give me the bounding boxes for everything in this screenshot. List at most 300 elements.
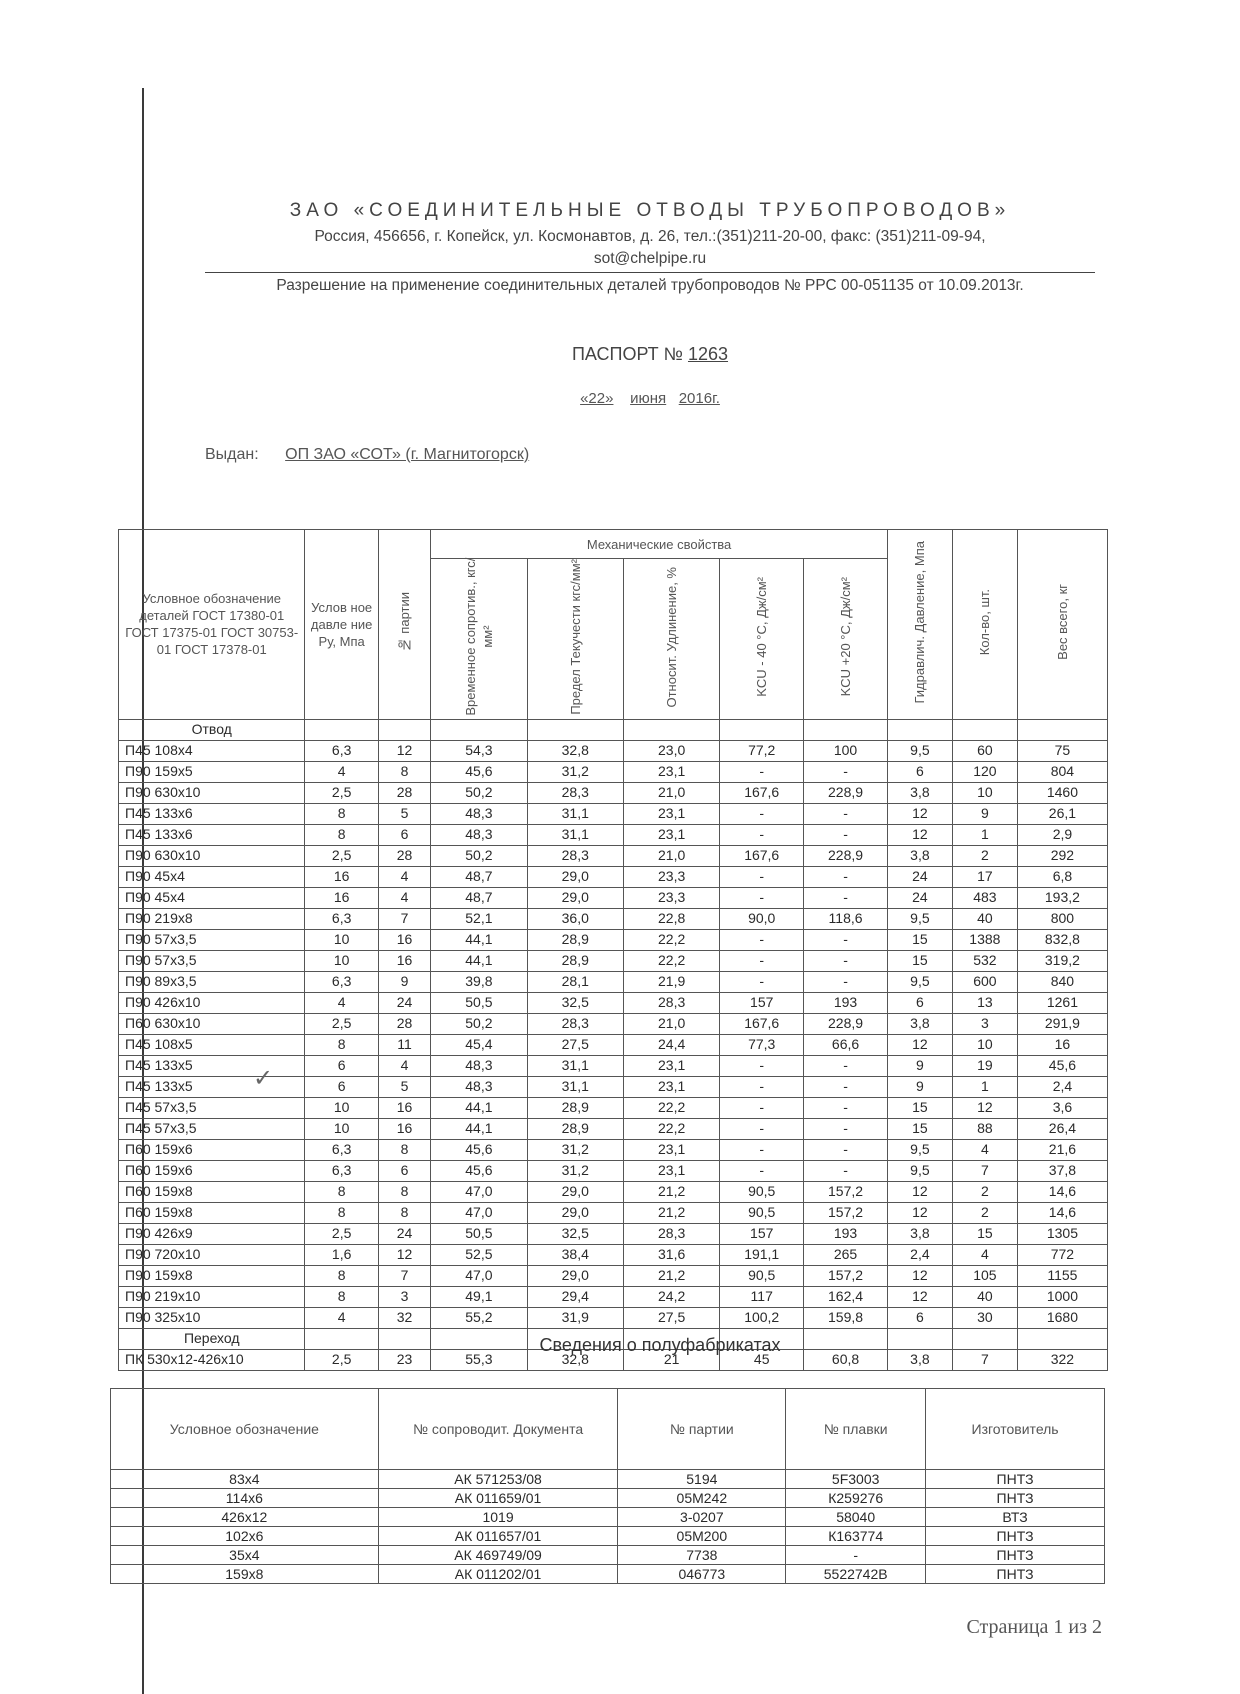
cell-weight: 26,1 bbox=[1017, 803, 1107, 824]
semi-cell: АК 011202/01 bbox=[378, 1565, 618, 1584]
cell-designation: П90 219x10 bbox=[119, 1286, 305, 1307]
header-quantity: Кол-во, шт. bbox=[977, 589, 993, 656]
semi-header-cell: Условное обозначение bbox=[111, 1389, 379, 1470]
cell-pressure: 8 bbox=[305, 1286, 378, 1307]
cell-weight: 45,6 bbox=[1017, 1055, 1107, 1076]
cell-weight: 1305 bbox=[1017, 1223, 1107, 1244]
cell-hydraulic: 15 bbox=[887, 950, 952, 971]
cell-quantity: 483 bbox=[952, 887, 1017, 908]
header-hydraulic-cell bbox=[887, 530, 952, 720]
cell-pressure: 10 bbox=[305, 929, 378, 950]
table-row bbox=[119, 740, 1108, 761]
empty-cell bbox=[952, 1328, 1017, 1349]
cell-elongation: 23,1 bbox=[623, 1055, 719, 1076]
cell-yield: 28,9 bbox=[527, 929, 623, 950]
cell-weight: 772 bbox=[1017, 1244, 1107, 1265]
cell-tensile: 44,1 bbox=[431, 1097, 527, 1118]
empty-cell bbox=[305, 1328, 378, 1349]
cell-designation: П45 57x3,5 bbox=[119, 1097, 305, 1118]
cell-quantity: 532 bbox=[952, 950, 1017, 971]
passport-day: «22» bbox=[580, 390, 614, 407]
cell-batch: 11 bbox=[378, 1034, 430, 1055]
cell-designation: П45 108x5 bbox=[119, 1034, 305, 1055]
cell-pressure: 10 bbox=[305, 950, 378, 971]
table-row bbox=[119, 1223, 1108, 1244]
cell-kcu-plus20: 60,8 bbox=[804, 1349, 888, 1370]
cell-batch: 12 bbox=[378, 740, 430, 761]
group-label: Отвод bbox=[119, 719, 305, 740]
cell-quantity: 9 bbox=[952, 803, 1017, 824]
cell-yield: 32,8 bbox=[527, 1349, 623, 1370]
cell-kcu-plus20: - bbox=[804, 971, 888, 992]
cell-batch: 6 bbox=[378, 1160, 430, 1181]
cell-designation: П90 45x4 bbox=[119, 887, 305, 908]
cell-pressure: 10 bbox=[305, 1118, 378, 1139]
cell-tensile: 50,5 bbox=[431, 1223, 527, 1244]
cell-pressure: 8 bbox=[305, 803, 378, 824]
cell-kcu-plus20: - bbox=[804, 761, 888, 782]
cell-kcu-plus20: - bbox=[804, 929, 888, 950]
cell-elongation: 21,0 bbox=[623, 845, 719, 866]
cell-hydraulic: 3,8 bbox=[887, 1349, 952, 1370]
cell-kcu-minus40: - bbox=[720, 1097, 804, 1118]
table-row bbox=[119, 1181, 1108, 1202]
semi-cell: ПНТЗ bbox=[926, 1527, 1105, 1546]
cell-kcu-plus20: 157,2 bbox=[804, 1202, 888, 1223]
cell-elongation: 21 bbox=[623, 1349, 719, 1370]
cell-kcu-plus20: - bbox=[804, 1097, 888, 1118]
cell-yield: 27,5 bbox=[527, 1034, 623, 1055]
header-tensile: Временное сопротив., кгс/мм² bbox=[462, 557, 495, 716]
cell-designation: П45 108x4 bbox=[119, 740, 305, 761]
cell-yield: 31,2 bbox=[527, 761, 623, 782]
cell-designation: П60 630x10 bbox=[119, 1013, 305, 1034]
cell-tensile: 55,2 bbox=[431, 1307, 527, 1328]
header-batch-cell bbox=[378, 530, 430, 720]
cell-pressure: 8 bbox=[305, 1202, 378, 1223]
cell-batch: 7 bbox=[378, 908, 430, 929]
cell-kcu-plus20: - bbox=[804, 887, 888, 908]
cell-yield: 28,3 bbox=[527, 782, 623, 803]
empty-cell bbox=[527, 719, 623, 740]
semi-cell: ПНТЗ bbox=[926, 1546, 1105, 1565]
cell-yield: 28,9 bbox=[527, 1097, 623, 1118]
table-row bbox=[119, 1307, 1108, 1328]
table-row bbox=[111, 1489, 1105, 1508]
cell-quantity: 600 bbox=[952, 971, 1017, 992]
semi-cell: 5522742В bbox=[786, 1565, 926, 1584]
cell-designation: П90 57x3,5 bbox=[119, 950, 305, 971]
cell-kcu-minus40: - bbox=[720, 929, 804, 950]
cell-pressure: 2,5 bbox=[305, 1223, 378, 1244]
cell-hydraulic: 9 bbox=[887, 1055, 952, 1076]
cell-yield: 29,0 bbox=[527, 866, 623, 887]
cell-designation: П60 159x6 bbox=[119, 1139, 305, 1160]
cell-weight: 292 bbox=[1017, 845, 1107, 866]
cell-elongation: 31,6 bbox=[623, 1244, 719, 1265]
cell-tensile: 50,2 bbox=[431, 782, 527, 803]
table-row bbox=[111, 1546, 1105, 1565]
cell-tensile: 48,7 bbox=[431, 866, 527, 887]
cell-kcu-minus40: 90,5 bbox=[720, 1202, 804, 1223]
cell-quantity: 1 bbox=[952, 824, 1017, 845]
cell-pressure: 4 bbox=[305, 1307, 378, 1328]
empty-cell bbox=[431, 719, 527, 740]
cell-weight: 1261 bbox=[1017, 992, 1107, 1013]
table-row bbox=[119, 1139, 1108, 1160]
cell-yield: 31,2 bbox=[527, 1160, 623, 1181]
cell-tensile: 45,6 bbox=[431, 1160, 527, 1181]
cell-kcu-minus40: 117 bbox=[720, 1286, 804, 1307]
cell-hydraulic: 9,5 bbox=[887, 1160, 952, 1181]
semi-cell: К259276 bbox=[786, 1489, 926, 1508]
cell-batch: 8 bbox=[378, 1202, 430, 1223]
cell-elongation: 21,9 bbox=[623, 971, 719, 992]
table-row bbox=[119, 971, 1108, 992]
cell-yield: 32,5 bbox=[527, 1223, 623, 1244]
cell-quantity: 1 bbox=[952, 1076, 1017, 1097]
semi-products-title: Сведения о полуфабрикатах bbox=[539, 1335, 781, 1355]
cell-kcu-plus20: - bbox=[804, 803, 888, 824]
cell-batch: 4 bbox=[378, 1055, 430, 1076]
cell-kcu-plus20: 193 bbox=[804, 992, 888, 1013]
header-elongation: Относит. Удлинение, % bbox=[664, 566, 680, 708]
semi-cell: ПНТЗ bbox=[926, 1470, 1105, 1489]
issued-to: ОП ЗАО «СОТ» (г. Магнитогорск) bbox=[285, 446, 530, 463]
cell-designation: П45 133x5 bbox=[119, 1055, 305, 1076]
cell-designation: П60 159x6 bbox=[119, 1160, 305, 1181]
cell-quantity: 19 bbox=[952, 1055, 1017, 1076]
cell-batch: 9 bbox=[378, 971, 430, 992]
header-kcu-plus20: KCU +20 °С, Дж/см² bbox=[838, 577, 854, 697]
semi-cell: 35x4 bbox=[111, 1546, 379, 1565]
header-weight: Вес всего, кг bbox=[1054, 584, 1070, 661]
cell-elongation: 28,3 bbox=[623, 1223, 719, 1244]
semi-header-cell: № плавки bbox=[786, 1389, 926, 1470]
cell-quantity: 2 bbox=[952, 1181, 1017, 1202]
table-row bbox=[119, 1118, 1108, 1139]
cell-designation: П45 57x3,5 bbox=[119, 1118, 305, 1139]
cell-tensile: 45,6 bbox=[431, 761, 527, 782]
cell-hydraulic: 2,4 bbox=[887, 1244, 952, 1265]
table-row bbox=[119, 1034, 1108, 1055]
cell-batch: 16 bbox=[378, 929, 430, 950]
company-address: Россия, 456656, г. Копейск, ул. Космонавтов, д. 26, тел.:(351)211-20-00, факс: (351)211-09-94, bbox=[314, 228, 986, 245]
cell-kcu-plus20: 265 bbox=[804, 1244, 888, 1265]
cell-hydraulic: 15 bbox=[887, 1097, 952, 1118]
cell-tensile: 48,3 bbox=[431, 803, 527, 824]
cell-kcu-minus40: 191,1 bbox=[720, 1244, 804, 1265]
semi-cell: 102x6 bbox=[111, 1527, 379, 1546]
cell-elongation: 23,1 bbox=[623, 1139, 719, 1160]
table-row bbox=[119, 761, 1108, 782]
cell-hydraulic: 6 bbox=[887, 761, 952, 782]
header-pressure: Услов ное давле ние Ру, Мпа bbox=[305, 530, 378, 720]
table-row bbox=[119, 782, 1108, 803]
cell-pressure: 6 bbox=[305, 1055, 378, 1076]
cell-batch: 32 bbox=[378, 1307, 430, 1328]
table-row bbox=[119, 1013, 1108, 1034]
cell-kcu-minus40: - bbox=[720, 1055, 804, 1076]
cell-kcu-plus20: - bbox=[804, 1118, 888, 1139]
semi-cell: ПНТЗ bbox=[926, 1489, 1105, 1508]
cell-hydraulic: 12 bbox=[887, 1202, 952, 1223]
passport-date bbox=[200, 390, 1100, 407]
cell-quantity: 7 bbox=[952, 1349, 1017, 1370]
cell-hydraulic: 3,8 bbox=[887, 1013, 952, 1034]
cell-designation: П90 57x3,5 bbox=[119, 929, 305, 950]
cell-tensile: 45,4 bbox=[431, 1034, 527, 1055]
semi-cell: 3-0207 bbox=[618, 1508, 786, 1527]
cell-elongation: 23,1 bbox=[623, 824, 719, 845]
cell-hydraulic: 24 bbox=[887, 866, 952, 887]
passport-year: 2016г. bbox=[678, 390, 720, 407]
cell-batch: 8 bbox=[378, 761, 430, 782]
cell-designation: П90 219x8 bbox=[119, 908, 305, 929]
cell-kcu-minus40: - bbox=[720, 887, 804, 908]
semi-cell: АК 011659/01 bbox=[378, 1489, 618, 1508]
cell-batch: 16 bbox=[378, 950, 430, 971]
cell-designation: П90 325x10 bbox=[119, 1307, 305, 1328]
cell-kcu-minus40: 90,5 bbox=[720, 1265, 804, 1286]
cell-pressure: 10 bbox=[305, 1097, 378, 1118]
cell-elongation: 21,2 bbox=[623, 1181, 719, 1202]
cell-elongation: 22,8 bbox=[623, 908, 719, 929]
cell-batch: 7 bbox=[378, 1265, 430, 1286]
cell-tensile: 49,1 bbox=[431, 1286, 527, 1307]
cell-kcu-plus20: 159,8 bbox=[804, 1307, 888, 1328]
cell-kcu-minus40: 77,2 bbox=[720, 740, 804, 761]
cell-elongation: 27,5 bbox=[623, 1307, 719, 1328]
header-yield: Предел Текучести кгс/мм² bbox=[567, 559, 583, 715]
cell-pressure: 2,5 bbox=[305, 1013, 378, 1034]
table-row bbox=[119, 803, 1108, 824]
cell-hydraulic: 9,5 bbox=[887, 740, 952, 761]
cell-yield: 31,1 bbox=[527, 803, 623, 824]
cell-kcu-plus20: 157,2 bbox=[804, 1265, 888, 1286]
cell-yield: 36,0 bbox=[527, 908, 623, 929]
cell-elongation: 23,1 bbox=[623, 1160, 719, 1181]
cell-batch: 16 bbox=[378, 1118, 430, 1139]
cell-batch: 5 bbox=[378, 1076, 430, 1097]
empty-cell bbox=[720, 719, 804, 740]
table-row bbox=[119, 992, 1108, 1013]
cell-kcu-plus20: - bbox=[804, 950, 888, 971]
cell-yield: 28,3 bbox=[527, 1013, 623, 1034]
cell-hydraulic: 9 bbox=[887, 1076, 952, 1097]
header-mechanical: Механические свойства bbox=[431, 530, 888, 559]
cell-hydraulic: 12 bbox=[887, 1034, 952, 1055]
cell-tensile: 47,0 bbox=[431, 1181, 527, 1202]
cell-designation: П90 45x4 bbox=[119, 866, 305, 887]
cell-pressure: 1,6 bbox=[305, 1244, 378, 1265]
cell-hydraulic: 12 bbox=[887, 824, 952, 845]
table-row bbox=[111, 1470, 1105, 1489]
cell-tensile: 52,5 bbox=[431, 1244, 527, 1265]
semi-cell: - bbox=[786, 1546, 926, 1565]
cell-kcu-minus40: - bbox=[720, 803, 804, 824]
cell-yield: 29,0 bbox=[527, 1265, 623, 1286]
cell-tensile: 52,1 bbox=[431, 908, 527, 929]
cell-hydraulic: 9,5 bbox=[887, 1139, 952, 1160]
table-row bbox=[119, 824, 1108, 845]
cell-tensile: 44,1 bbox=[431, 1118, 527, 1139]
cell-batch: 28 bbox=[378, 782, 430, 803]
cell-tensile: 39,8 bbox=[431, 971, 527, 992]
cell-pressure: 2,5 bbox=[305, 845, 378, 866]
passport-label: ПАСПОРТ № bbox=[571, 344, 683, 364]
cell-kcu-minus40: 90,5 bbox=[720, 1181, 804, 1202]
cell-kcu-plus20: 193 bbox=[804, 1223, 888, 1244]
cell-designation: П90 630x10 bbox=[119, 782, 305, 803]
cell-pressure: 16 bbox=[305, 887, 378, 908]
cell-yield: 38,4 bbox=[527, 1244, 623, 1265]
table-row bbox=[119, 866, 1108, 887]
cell-pressure: 6,3 bbox=[305, 1139, 378, 1160]
table-row bbox=[119, 1286, 1108, 1307]
cell-hydraulic: 3,8 bbox=[887, 1223, 952, 1244]
cell-elongation: 22,2 bbox=[623, 1097, 719, 1118]
cell-elongation: 23,1 bbox=[623, 1076, 719, 1097]
cell-yield: 28,9 bbox=[527, 950, 623, 971]
cell-weight: 1680 bbox=[1017, 1307, 1107, 1328]
cell-weight: 26,4 bbox=[1017, 1118, 1107, 1139]
cell-tensile: 44,1 bbox=[431, 950, 527, 971]
semi-cell: ВТЗ bbox=[926, 1508, 1105, 1527]
table-row bbox=[119, 908, 1108, 929]
cell-pressure: 4 bbox=[305, 992, 378, 1013]
cell-quantity: 4 bbox=[952, 1139, 1017, 1160]
cell-kcu-minus40: - bbox=[720, 1076, 804, 1097]
group-row bbox=[119, 719, 1108, 740]
cell-quantity: 3 bbox=[952, 1013, 1017, 1034]
cell-elongation: 24,2 bbox=[623, 1286, 719, 1307]
cell-quantity: 60 bbox=[952, 740, 1017, 761]
cell-weight: 319,2 bbox=[1017, 950, 1107, 971]
empty-cell bbox=[623, 719, 719, 740]
cell-yield: 31,2 bbox=[527, 1139, 623, 1160]
cell-kcu-minus40: 90,0 bbox=[720, 908, 804, 929]
cell-pressure: 6,3 bbox=[305, 740, 378, 761]
cell-elongation: 28,3 bbox=[623, 992, 719, 1013]
semi-products-table bbox=[110, 1388, 1105, 1584]
cell-kcu-minus40: 77,3 bbox=[720, 1034, 804, 1055]
company-name: ЗАО «СОЕДИНИТЕЛЬНЫЕ ОТВОДЫ ТРУБОПРОВОДОВ» bbox=[289, 200, 1011, 221]
semi-header-cell: Изготовитель bbox=[926, 1389, 1105, 1470]
cell-elongation: 23,3 bbox=[623, 887, 719, 908]
cell-tensile: 50,2 bbox=[431, 1013, 527, 1034]
cell-kcu-minus40: - bbox=[720, 866, 804, 887]
cell-elongation: 23,1 bbox=[623, 761, 719, 782]
cell-pressure: 6,3 bbox=[305, 908, 378, 929]
semi-cell: 58040 bbox=[786, 1508, 926, 1527]
cell-yield: 29,0 bbox=[527, 1181, 623, 1202]
passport-title bbox=[200, 344, 1100, 365]
semi-cell: 159x8 bbox=[111, 1565, 379, 1584]
header-kcu-plus20-cell bbox=[804, 559, 888, 720]
cell-kcu-minus40: - bbox=[720, 971, 804, 992]
semi-header-cell: № сопроводит. Документа bbox=[378, 1389, 618, 1470]
cell-designation: П90 159x5 bbox=[119, 761, 305, 782]
page-number: Страница 1 из 2 bbox=[966, 1616, 1102, 1638]
cell-kcu-minus40: 167,6 bbox=[720, 845, 804, 866]
cell-hydraulic: 3,8 bbox=[887, 782, 952, 803]
semi-cell: 5F3003 bbox=[786, 1470, 926, 1489]
products-table-body bbox=[119, 719, 1108, 1370]
table-row bbox=[119, 929, 1108, 950]
semi-cell: 05М242 bbox=[618, 1489, 786, 1508]
cell-kcu-minus40: - bbox=[720, 824, 804, 845]
cell-weight: 37,8 bbox=[1017, 1160, 1107, 1181]
empty-cell bbox=[305, 719, 378, 740]
cell-weight: 832,8 bbox=[1017, 929, 1107, 950]
cell-tensile: 50,5 bbox=[431, 992, 527, 1013]
header-batch: № партии bbox=[397, 592, 412, 653]
cell-designation: П45 133x6 bbox=[119, 824, 305, 845]
cell-weight: 1460 bbox=[1017, 782, 1107, 803]
semi-products-table-body bbox=[111, 1470, 1105, 1584]
cell-pressure: 8 bbox=[305, 1034, 378, 1055]
table-row bbox=[119, 1202, 1108, 1223]
cell-hydraulic: 15 bbox=[887, 1118, 952, 1139]
cell-kcu-plus20: - bbox=[804, 1055, 888, 1076]
passport-number: 1263 bbox=[687, 344, 729, 364]
cell-hydraulic: 9,5 bbox=[887, 908, 952, 929]
header-kcu-minus40-cell bbox=[720, 559, 804, 720]
cell-tensile: 54,3 bbox=[431, 740, 527, 761]
cell-hydraulic: 9,5 bbox=[887, 971, 952, 992]
issued-label: Выдан: bbox=[205, 446, 259, 463]
cell-kcu-plus20: - bbox=[804, 824, 888, 845]
table-row bbox=[119, 1265, 1108, 1286]
cell-yield: 28,3 bbox=[527, 845, 623, 866]
cell-quantity: 15 bbox=[952, 1223, 1017, 1244]
cell-weight: 14,6 bbox=[1017, 1202, 1107, 1223]
cell-batch: 24 bbox=[378, 992, 430, 1013]
cell-yield: 31,1 bbox=[527, 1055, 623, 1076]
cell-kcu-plus20: - bbox=[804, 1076, 888, 1097]
permission-text: Разрешение на применение соединительных деталей трубопроводов № РРС 00-051135 от 10.09.2013г. bbox=[276, 277, 1024, 294]
empty-cell bbox=[1017, 1328, 1107, 1349]
header-designation: Условное обозначение деталей ГОСТ 17380-01 ГОСТ 17375-01 ГОСТ 30753-01 ГОСТ 17378-01 bbox=[119, 530, 305, 720]
cell-kcu-minus40: - bbox=[720, 950, 804, 971]
cell-hydraulic: 6 bbox=[887, 992, 952, 1013]
header-quantity-cell bbox=[952, 530, 1017, 720]
cell-elongation: 24,4 bbox=[623, 1034, 719, 1055]
table-row bbox=[119, 1097, 1108, 1118]
header-yield-cell bbox=[527, 559, 623, 720]
cell-designation: П45 133x5 bbox=[119, 1076, 305, 1097]
cell-tensile: 44,1 bbox=[431, 929, 527, 950]
cell-weight: 840 bbox=[1017, 971, 1107, 992]
cell-quantity: 120 bbox=[952, 761, 1017, 782]
cell-kcu-plus20: 228,9 bbox=[804, 782, 888, 803]
cell-quantity: 7 bbox=[952, 1160, 1017, 1181]
cell-designation: П90 426x9 bbox=[119, 1223, 305, 1244]
cell-batch: 16 bbox=[378, 1097, 430, 1118]
table-row bbox=[119, 1160, 1108, 1181]
empty-cell bbox=[804, 719, 888, 740]
semi-header-cell: № партии bbox=[618, 1389, 786, 1470]
cell-kcu-minus40: - bbox=[720, 761, 804, 782]
cell-elongation: 23,0 bbox=[623, 740, 719, 761]
products-table bbox=[118, 529, 1108, 1371]
cell-weight: 322 bbox=[1017, 1349, 1107, 1370]
cell-hydraulic: 24 bbox=[887, 887, 952, 908]
cell-designation: П60 159x8 bbox=[119, 1202, 305, 1223]
cell-tensile: 55,3 bbox=[431, 1349, 527, 1370]
cell-quantity: 10 bbox=[952, 782, 1017, 803]
